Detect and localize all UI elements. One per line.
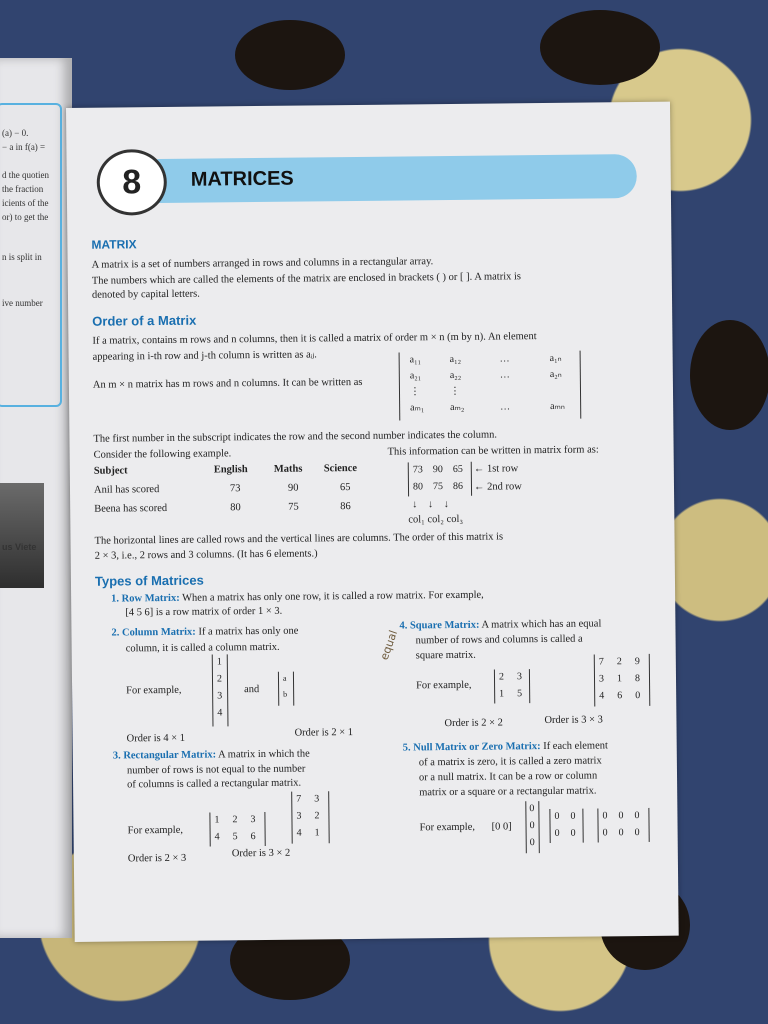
table-header: Maths [273,463,303,475]
item-number: 4. [399,620,408,632]
matrix-cell: 0 [570,810,576,822]
paragraph: An m × n matrix has m rows and n columns. It can be written as [92,376,363,391]
matrix-cell: 3 [598,673,605,685]
paragraph: number of rows and columns is called a [415,633,583,647]
left-page-line: the fraction [2,184,44,194]
order-label: Order is 2 × 3 [127,852,187,865]
left-book-page [0,58,72,938]
rect-matrix-2x3 [209,812,265,847]
rect-matrix-3x2 [291,791,330,843]
paragraph: of columns is called a rectangular matrix. [127,777,302,791]
order-label: Order is 4 × 1 [126,732,186,745]
item-number: 3. [112,750,121,762]
matrix-cell: 0 [529,803,535,815]
paragraph: or a null matrix. It can be a row or column [418,770,598,784]
null-column-matrix [525,801,540,853]
square-matrix-3x3 [594,654,651,707]
matrix-cell: a₁₁ [409,354,422,366]
item-number: 1. [111,593,120,605]
matrix-cell: 2 [314,810,320,822]
table-header: Science [323,462,358,475]
matrix-cell: 80 [412,481,424,493]
type-rectangular-matrix [113,748,310,761]
matrix-cell: 8 [634,673,641,685]
textbook-page [66,102,679,942]
down-arrows: ↓ ↓ ↓ [412,499,449,511]
for-example-label: For example, [419,821,476,834]
matrix-cell: 2 [232,814,238,826]
for-example-label: For example, [127,824,184,837]
matrix-cell: 4 [599,690,605,702]
matrix-cell: 0 [554,827,560,839]
section-heading-matrix: MATRIX [91,237,137,252]
matrix-cell: … [500,401,511,413]
matrix-cell: 7 [296,793,302,805]
matrix-cell: 7 [598,656,604,668]
definition: If each element [543,740,608,753]
chapter-title: MATRICES [190,167,294,191]
matrix-cell: a₁ₙ [549,352,562,364]
paragraph: denoted by capital letters. [91,288,200,301]
column-matrix-2x1 [278,672,294,706]
matrix-cell: … [499,353,510,365]
paragraph: number of rows is not equal to the number [126,763,306,777]
matrix-cell: 0 [602,827,608,839]
term: Null Matrix or Zero Matrix: [413,741,541,754]
matrix-cell: 6 [617,690,623,702]
matrix-cell: 2 [216,673,223,685]
paragraph: A matrix is a set of numbers arranged in rows and columns in a rectangular array. [91,256,434,271]
matrix-cell: 0 [634,827,640,839]
general-matrix [399,351,582,421]
paragraph: matrix or a square or a rectangular matrix. [419,785,597,799]
matrix-cell: 1 [499,688,505,700]
matrix-cell: 0 [635,690,641,702]
paragraph: This information can be written in matrix form as: [387,444,599,458]
matrix-cell: a₂₂ [449,369,462,381]
term: Square Matrix: [409,619,480,632]
section-heading-order: Order of a Matrix [92,312,197,329]
table-cell: Anil has scored [93,484,160,496]
type-square-matrix [399,618,601,631]
table-cell: 75 [288,501,299,513]
paragraph: The first number in the subscript indicates the row and the second number indicates the column. [93,429,498,445]
matrix-cell: 1 [314,827,320,839]
portrait-caption: us Viete [2,542,37,552]
matrix-cell: a₂₁ [409,370,422,382]
paragraph: If a matrix, contains m rows and n columns, then it is called a matrix of order m × n (m by n). An element [92,331,537,347]
matrix-cell: 0 [618,810,624,822]
term: Rectangular Matrix: [123,749,217,762]
matrix-cell: aₘ₁ [410,402,425,414]
order-label: Order is 2 × 1 [294,727,354,739]
matrix-cell: 0 [618,827,624,839]
matrix-cell: 86 [452,480,464,492]
matrix-cell: 0 [554,810,560,822]
matrix-cell: 6 [250,831,256,843]
paragraph: square matrix. [415,649,476,662]
matrix-cell: 0 [602,810,608,822]
matrix-cell: 5 [517,688,523,700]
left-page-line: n is split in [2,252,42,262]
null-matrix-2x2 [549,809,583,843]
matrix-cell: 4 [217,707,223,719]
example-matrix [408,462,472,497]
term: Row Matrix: [121,592,180,605]
matrix-cell: 3 [250,814,256,826]
left-page-line: or) to get the [2,212,49,222]
table-cell: 90 [287,482,299,494]
term: Column Matrix: [121,626,196,639]
table-cell: 65 [339,482,351,494]
matrix-cell: 4 [214,831,220,843]
for-example-label: For example, [416,679,472,692]
definition: A matrix in which the [218,748,310,761]
matrix-cell: 0 [634,810,640,822]
matrix-cell: aₘ₂ [450,401,465,413]
matrix-cell: 5 [232,831,238,843]
left-page-line: icients of the [2,198,49,208]
type-row-matrix [111,590,484,605]
matrix-cell: b [283,689,288,699]
paragraph: Consider the following example. [93,448,232,461]
matrix-cell: 9 [634,656,640,668]
table-cell: Beena has scored [94,502,168,515]
matrix-cell: 3 [217,690,223,702]
matrix-cell: 73 [412,464,423,476]
row-label: ← 1st row [473,463,519,475]
order-label: Order is 3 × 3 [544,714,603,727]
paragraph: appearing in i-th row and j-th column is written as aᵢⱼ. [92,349,317,363]
matrix-cell: 90 [432,464,443,476]
fabric-pattern [235,20,345,90]
null-matrix-2x3 [597,808,649,843]
matrix-cell: 0 [529,820,535,832]
item-number: 2. [111,627,120,639]
matrix-cell: … [499,369,510,381]
paragraph: The horizontal lines are called rows and the vertical lines are columns. The order of this matrix is [94,531,504,547]
definition: A matrix which has an equal [481,618,602,631]
left-page-line: d the quotien [2,170,49,180]
matrix-cell: 4 [296,827,302,839]
matrix-cell: 65 [452,463,463,475]
and-label: and [244,684,260,696]
matrix-cell: 0 [570,827,576,839]
table-cell: 80 [230,502,241,514]
matrix-cell: 3 [314,793,320,805]
matrix-cell: a [282,673,287,683]
type-null-matrix [403,740,608,753]
handwritten-note: equal [377,628,401,662]
for-example-label: For example, [126,684,182,697]
paragraph: of a matrix is zero, it is called a zero matrix [418,755,602,769]
matrix-cell: a₁₂ [449,353,462,365]
type-column-matrix [111,626,298,639]
order-label: Order is 2 × 2 [444,717,503,730]
order-label: Order is 3 × 2 [231,847,291,860]
left-page-line: − a in f(a) = [2,142,46,152]
matrix-cell: 1 [214,814,220,826]
fabric-pattern [540,10,660,85]
fabric-pattern [690,320,768,430]
column-matrix-4x1 [212,654,229,726]
matrix-cell: ⋮ [449,385,461,397]
left-page-line: ive number [2,298,43,308]
matrix-cell: 0 [529,837,535,849]
left-page-line: (a) − 0. [2,128,29,138]
section-heading-types: Types of Matrices [94,572,204,589]
portrait-image [0,483,44,588]
square-matrix-2x2 [494,669,530,703]
row-label: ← 2nd row [473,481,522,493]
matrix-cell: 1 [216,656,222,668]
table-header: Subject [93,465,128,477]
paragraph: The numbers which are called the elements of the matrix are enclosed in brackets ( ) or [ ]. A matrix is [91,271,522,287]
matrix-cell: 3 [296,810,302,822]
matrix-cell: 2 [498,671,505,683]
column-labels: col₁ col₂ col₃ [408,513,464,526]
matrix-cell: ⋮ [409,386,421,398]
matrix-cell: 75 [432,481,444,493]
matrix-cell: 2 [616,656,622,668]
matrix-cell: aₘₙ [550,400,565,412]
paragraph: [4 5 6] is a row matrix of order 1 × 3. [125,605,283,619]
table-cell: 73 [229,483,241,495]
table-cell: 86 [340,501,351,513]
matrix-cell: 3 [516,671,523,683]
table-header: English [213,464,248,476]
definition: If a matrix has only one [198,625,299,638]
item-number: 5. [402,742,411,754]
null-row-matrix: [0 0] [491,821,512,833]
definition: When a matrix has only one row, it is called a row matrix. For example, [182,589,484,604]
matrix-cell: a₂ₙ [549,368,562,380]
paragraph: 2 × 3, i.e., 2 rows and 3 columns. (It has 6 elements.) [94,548,318,562]
chapter-number: 8 [96,149,167,216]
paragraph: column, it is called a column matrix. [125,641,280,655]
matrix-cell: 1 [616,673,623,685]
